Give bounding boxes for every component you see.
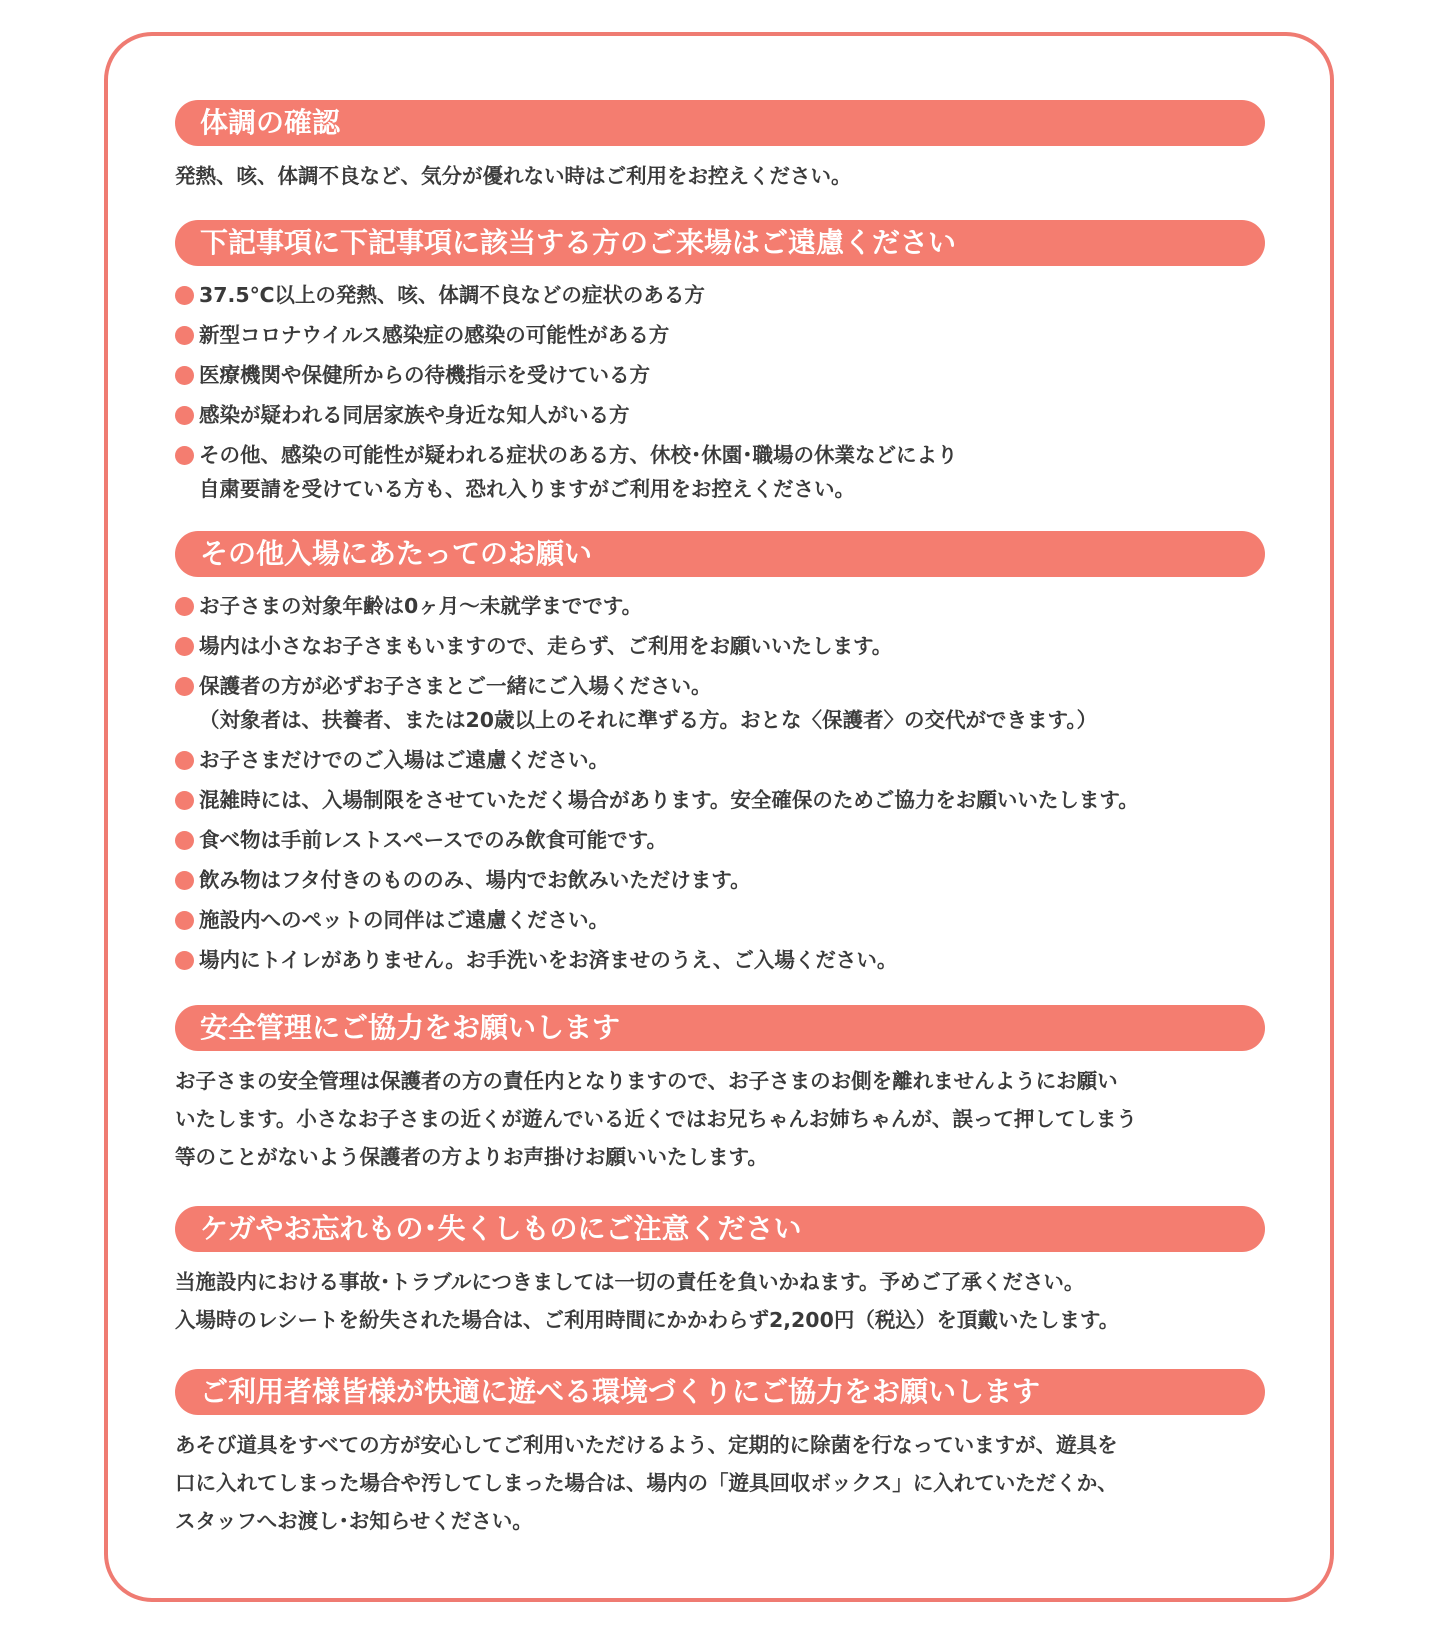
section-heading: ケガやお忘れもの･失くしものにご注意ください (175, 1206, 1265, 1252)
section-heading: その他入場にあたってのお願い (175, 531, 1265, 577)
list-item (175, 943, 1265, 977)
list-item-text: お子さまの対象年齢は0ヶ月〜未就学までです。 (199, 594, 643, 618)
bullet-dot-icon (175, 406, 194, 425)
list-item (175, 438, 1265, 506)
list-item (175, 783, 1265, 817)
list-item (175, 589, 1265, 623)
section-heading: 下記事項に下記事項に該当する方のご来場はご遠慮ください (175, 220, 1265, 266)
section-body (175, 1062, 1265, 1176)
section-health-check (175, 100, 1265, 195)
list-item-text: 場内は小さなお子さまもいますので、走らず、ご利用をお願いいたします。 (199, 634, 893, 658)
section-heading: 安全管理にご協力をお願いします (175, 1005, 1265, 1051)
list-item (175, 903, 1265, 937)
list-item (175, 629, 1265, 663)
list-item (175, 743, 1265, 777)
list-item-text: 施設内へのペットの同伴はご遠慮ください。 (199, 908, 609, 932)
bullet-dot-icon (175, 326, 194, 345)
section-body (175, 1426, 1265, 1540)
paragraph-line: 等のことがないよう保護者の方よりお声掛けお願いいたします。 (175, 1145, 768, 1169)
section-heading: 体調の確認 (175, 100, 1265, 146)
list-item-text: 37.5℃以上の発熱、咳、体調不良などの症状のある方 (199, 283, 705, 307)
notice-content (175, 100, 1265, 1540)
bullet-dot-icon (175, 831, 194, 850)
bullet-dot-icon (175, 951, 194, 970)
list-item-text: 医療機関や保健所からの待機指示を受けている方 (199, 363, 650, 387)
bullet-dot-icon (175, 677, 194, 696)
bullet-dot-icon (175, 637, 194, 656)
paragraph-line: 口に入れてしまった場合や汚してしまった場合は、場内の「遊具回収ボックス」に入れていただくか、 (175, 1471, 1118, 1495)
list-item-subtext: 自粛要請を受けている方も、恐れ入りますがご利用をお控えください。 (199, 477, 855, 501)
list-item-text: 混雑時には、入場制限をさせていただく場合があります。安全確保のためご協力をお願いいたします。 (199, 788, 1139, 812)
bullet-dot-icon (175, 366, 194, 385)
paragraph-line: スタッフへお渡し･お知らせください。 (175, 1509, 533, 1533)
list-item (175, 278, 1265, 312)
list-item-text: 感染が疑われる同居家族や身近な知人がいる方 (199, 403, 630, 427)
list-item-text: 飲み物はフタ付きのもののみ、場内でお飲みいただけます。 (199, 868, 751, 892)
paragraph-line: 発熱、咳、体調不良など、気分が優れない時はご利用をお控えください。 (175, 164, 852, 188)
paragraph-line: あそび道具をすべての方が安心してご利用いただけるよう、定期的に除菌を行なっていますが、遊具を (175, 1433, 1118, 1457)
bullet-dot-icon (175, 597, 194, 616)
bullet-list (175, 278, 1265, 506)
list-item-text: その他、感染の可能性が疑われる症状のある方、休校･休園･職場の休業などにより (199, 443, 958, 467)
list-item (175, 318, 1265, 352)
section-entry-requests (175, 531, 1265, 977)
bullet-dot-icon (175, 446, 194, 465)
section-injury-lost-items (175, 1206, 1265, 1339)
paragraph-line: お子さまの安全管理は保護者の方の責任内となりますので、お子さまのお側を離れませんようにお願い (175, 1069, 1118, 1093)
section-comfortable-environment (175, 1369, 1265, 1540)
list-item (175, 863, 1265, 897)
paragraph-line: いたします。小さなお子さまの近くが遊んでいる近くではお兄ちゃんお姉ちゃんが、誤って押してしまう (175, 1107, 1137, 1131)
bullet-dot-icon (175, 751, 194, 770)
bullet-dot-icon (175, 286, 194, 305)
section-body (175, 1263, 1265, 1339)
section-refrain-conditions (175, 220, 1265, 506)
list-item-subtext: （対象者は、扶養者、または20歳以上のそれに準ずる方。おとな〈保護者〉の交代ができます。） (199, 708, 1098, 732)
bullet-dot-icon (175, 911, 194, 930)
section-body (175, 157, 1265, 195)
list-item-text: 場内にトイレがありません。お手洗いをお済ませのうえ、ご入場ください。 (199, 948, 898, 972)
paragraph-line: 入場時のレシートを紛失された場合は、ご利用時間にかかわらず2,200円（税込）を頂戴いたします。 (175, 1308, 1120, 1332)
bullet-list (175, 589, 1265, 977)
paragraph-line: 当施設内における事故･トラブルにつきましては一切の責任を負いかねます。予めご了承ください。 (175, 1270, 1085, 1294)
list-item-text: お子さまだけでのご入場はご遠慮ください。 (199, 748, 609, 772)
list-item-text: 食べ物は手前レストスペースでのみ飲食可能です。 (199, 828, 668, 852)
bullet-dot-icon (175, 791, 194, 810)
list-item (175, 398, 1265, 432)
section-safety-management (175, 1005, 1265, 1176)
list-item (175, 823, 1265, 857)
list-item (175, 669, 1265, 737)
list-item (175, 358, 1265, 392)
bullet-dot-icon (175, 871, 194, 890)
list-item-text: 新型コロナウイルス感染症の感染の可能性がある方 (199, 323, 670, 347)
section-heading: ご利用者様皆様が快適に遊べる環境づくりにご協力をお願いします (175, 1369, 1265, 1415)
list-item-text: 保護者の方が必ずお子さまとご一緒にご入場ください。 (199, 674, 712, 698)
